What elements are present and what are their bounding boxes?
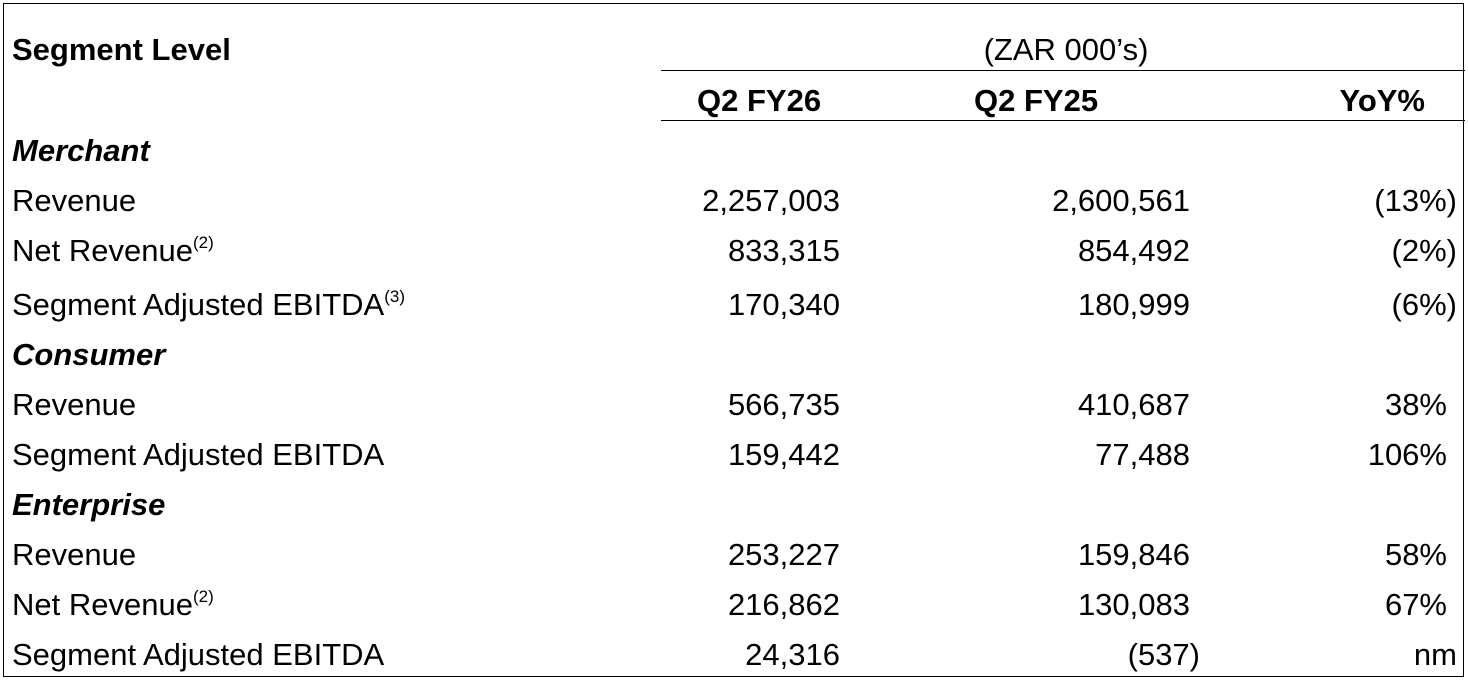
- section-merchant: Merchant: [12, 133, 150, 168]
- cell-yoy: 106%: [1367, 437, 1447, 472]
- header-rule: [661, 120, 1465, 121]
- table-row-label: Revenue: [12, 387, 137, 422]
- cell-q2fy26: 566,735: [727, 387, 840, 422]
- cell-yoy: 67%: [1384, 587, 1447, 622]
- section-enterprise: Enterprise: [12, 487, 166, 522]
- cell-yoy: nm: [1413, 637, 1457, 672]
- cell-q2fy25: 130,083: [1077, 587, 1190, 622]
- cell-yoy: (2%): [1391, 233, 1457, 268]
- cell-q2fy25: 159,846: [1077, 537, 1190, 572]
- cell-q2fy25: 854,492: [1077, 233, 1190, 268]
- table-row-label: Revenue: [12, 183, 137, 218]
- section-consumer: Consumer: [12, 337, 166, 372]
- col-header-q2fy25: Q2 FY25: [974, 83, 1099, 118]
- cell-yoy: (6%): [1391, 287, 1457, 322]
- cell-yoy: (13%): [1374, 183, 1457, 218]
- cell-q2fy26: 216,862: [727, 587, 840, 622]
- cell-q2fy25: 410,687: [1077, 387, 1190, 422]
- cell-q2fy26: 2,257,003: [702, 183, 840, 218]
- table-row-label: Revenue: [12, 537, 137, 572]
- table-title: Segment Level: [12, 32, 231, 67]
- table-row-label: Net Revenue$^{(2)}$: [12, 233, 214, 268]
- cell-yoy: 58%: [1384, 537, 1447, 572]
- cell-q2fy26: 159,442: [727, 437, 840, 472]
- col-header-yoy: YoY%: [1339, 83, 1425, 118]
- cell-q2fy25: 2,600,561: [1052, 183, 1190, 218]
- cell-q2fy26: 170,340: [727, 287, 840, 322]
- col-header-q2fy26: Q2 FY26: [697, 83, 822, 118]
- table-row-label: Net Revenue$^{(2)}$: [12, 587, 214, 622]
- cell-q2fy26: 253,227: [727, 537, 840, 572]
- cell-q2fy25: (537): [1127, 637, 1200, 672]
- cell-q2fy25: 180,999: [1077, 287, 1190, 322]
- cell-q2fy25: 77,488: [1095, 437, 1190, 472]
- units-label: (ZAR 000’s): [983, 32, 1149, 67]
- table-frame: [3, 3, 1464, 677]
- table-row-label: Segment Adjusted EBITDA: [12, 637, 385, 672]
- cell-q2fy26: 24,316: [745, 637, 840, 672]
- cell-yoy: 38%: [1384, 387, 1447, 422]
- cell-q2fy26: 833,315: [727, 233, 840, 268]
- table-row-label: Segment Adjusted EBITDA$^{(3)}$: [12, 287, 405, 322]
- units-rule: [661, 70, 1465, 71]
- table-row-label: Segment Adjusted EBITDA: [12, 437, 385, 472]
